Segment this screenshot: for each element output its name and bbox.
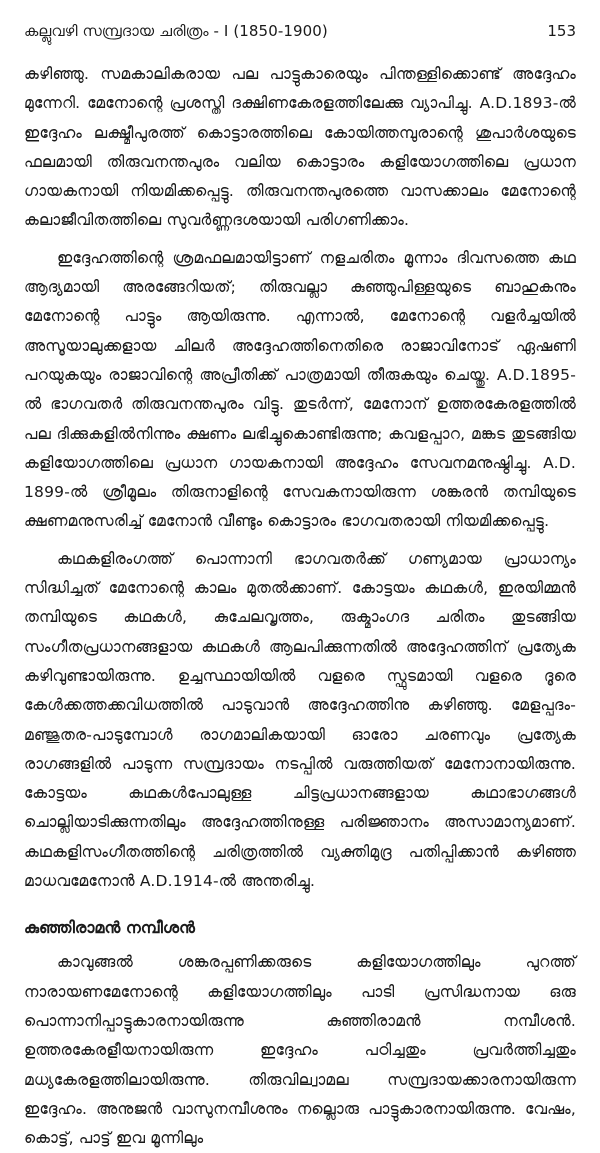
paragraph: കഥകളിരംഗത്ത് പൊന്നാനി ഭാഗവതർക്ക് ഗണ്യമായ പ്രാധാന്യം സിദ്ധിച്ചത് മേനോന്റെ കാലം മുതൽക്കാണ്. കോട്ടയം കഥകൾ, ഇരയിമ്മൻ തമ്പിയുടെ കഥകൾ, കുചേലവൃത്തം, രുക്മാംഗദ ചരിതം തുടങ്ങിയ സംഗീതപ്രധാനങ്ങളായ കഥകൾ ആലപിക്കുന്നതിൽ അദ്ദേഹത്തിന് പ്രത്യേക കഴിവുണ്ടായിരുന്നു. ഉച്ചസ്ഥായിയിൽ വളരെ സ്ഫുടമായി വളരെ ദൂരെ കേൾക്കത്തക്കവിധത്തിൽ പാടുവാൻ അദ്ദേഹത്തിനു കഴിഞ്ഞു. മേളപ്പദം-മഞ്ജുതര-പാടുമ്പോൾ രാഗമാലികയായി ഓരോ ചരണവും പ്രത്യേക രാഗങ്ങളിൽ പാടുന്ന സമ്പ്രദായം നടപ്പിൽ വരുത്തിയത് മേനോനായിരുന്നു. കോട്ടയം കഥകൾപോലുള്ള ചിട്ടപ്രധാനങ്ങളായ കഥാഭാഗങ്ങൾ ചൊല്ലിയാടിക്കുന്നതിലും അദ്ദേഹത്തിനുള്ള പരിജ്ഞാനം അസാമാന്യമാണ്. കഥകളിസംഗീതത്തിന്റെ ചരിത്രത്തിൽ വ്യക്തിമുദ്ര പതിപ്പിക്കാൻ കഴിഞ്ഞ മാധവമേനോൻ A.D.1914-ൽ അന്തരിച്ചു. [24,549,576,891]
paragraph: കാവുങ്ങൽ ശങ്കരപ്പണിക്കരുടെ കളിയോഗത്തിലും പുറത്ത് നാരായണമേനോന്റെ കളിയോഗത്തിലും പാടി പ്രസിദ്ധനായ ഒരു പൊന്നാനിപ്പാട്ടുകാരനായിരുന്നു കുഞ്ഞിരാമൻ നമ്പീശൻ. ഉത്തരകേരളീയനായിരുന്ന ഇദ്ദേഹം പഠിച്ചതും പ്രവർത്തിച്ചതും മധ്യകേരളത്തിലായിരുന്നു. തിരുവില്വാമല സമ്പ്രദായക്കാരനായിരുന്ന ഇദ്ദേഹം. അനുജൻ വാസുനമ്പീശനും നല്ലൊരു പാട്ടുകാരനായിരുന്നു. വേഷം, കൊട്ട്, പാട്ട് ഇവ മൂന്നിലും [24,953,576,1148]
section-heading: കുഞ്ഞിരാമൻ നമ്പീശൻ [24,918,195,938]
page-number: 153 [547,22,576,40]
paragraph: ഇദ്ദേഹത്തിന്റെ ശ്രമഫലമായിട്ടാണ് നളചരിതം മൂന്നാം ദിവസത്തെ കഥ ആദ്യമായി അരങ്ങേറിയത്; തിരുവല്ലാ കുഞ്ഞുപിള്ളയുടെ ബാഹുകനും മേനോന്റെ പാട്ടും ആയിരുന്നു. എന്നാൽ, മേനോന്റെ വളർച്ചയിൽ അസൂയാലുക്കളായ ചിലർ അദ്ദേഹത്തിനെതിരെ രാജാവിനോട് ഏഷണി പറയുകയും രാജാവിന്റെ അപ്രീതിക്ക് പാത്രമായി തീരുകയും ചെയ്തു. A.D.1895-ൽ ഭാഗവതർ തിരുവനന്തപുരം വിട്ടു. തുടർന്ന്, മേനോന് ഉത്തരകേരളത്തിൽ പല ദിക്കുകളിൽനിന്നും ക്ഷണം ലഭിച്ചുകൊണ്ടിരുന്നു; കവളപ്പാറ, മങ്കട തുടങ്ങിയ കളിയോഗത്തിലെ പ്രധാന ഗായകനായി അദ്ദേഹം സേവനമനുഷ്ഠിച്ചു. A.D. 1899-ൽ ശ്രീമൂലം തിരുനാളിന്റെ സേവകനായിരുന്ന ശങ്കരൻ തമ്പിയുടെ ക്ഷണമനുസരിച്ച് മേനോൻ വീണ്ടും കൊട്ടാരം ഭാഗവതരായി നിയമിക്കപ്പെട്ടു. [24,248,576,531]
running-title: കല്ലുവഴി സമ്പ്രദായ ചരിത്രം - I (1850-1900) [24,22,328,40]
paragraph: കഴിഞ്ഞു. സമകാലികരായ പല പാട്ടുകാരെയും പിന്തള്ളിക്കൊണ്ട് അദ്ദേഹം മുന്നേറി. മേനോന്റെ പ്രശസ്തി ദക്ഷിണകേരളത്തിലേക്കു വ്യാപിച്ചു. A.D.1893-ൽ ഇദ്ദേഹം ലക്ഷ്മീപുരത്ത് കൊട്ടാരത്തിലെ കോയിത്തമ്പുരാന്റെ ശുപാർശയുടെ ഫലമായി തിരുവനന്തപുരം വലിയ കൊട്ടാരം കളിയോഗത്തിലെ പ്രധാന ഗായകനായി നിയമിക്കപ്പെട്ടു. തിരുവനന്തപുരത്തെ വാസക്കാലം മേനോന്റെ കലാജീവിതത്തിലെ സുവർണ്ണദശയായി പരിഗണിക്കാം. [24,65,576,230]
running-header [24,20,576,42]
body-text [24,60,576,1153]
